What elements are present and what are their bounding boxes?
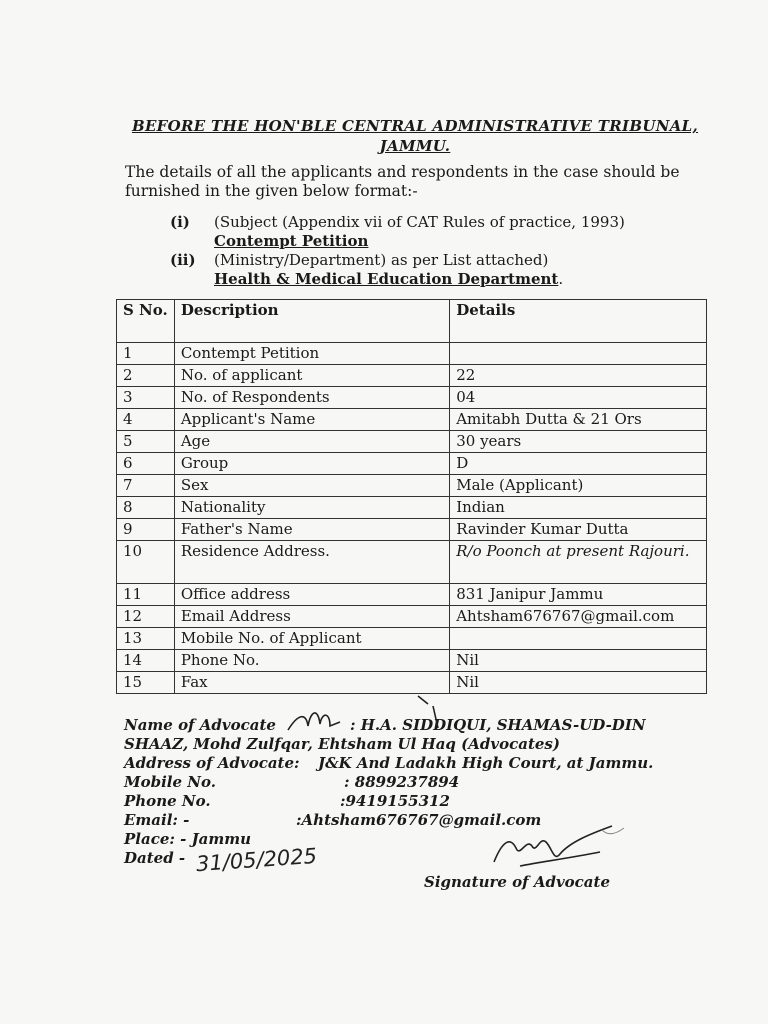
- advocate-place-label: Place: - Jammu: [124, 830, 252, 848]
- cell-description: Age: [174, 431, 449, 453]
- cell-sno: 11: [117, 584, 175, 606]
- subject-text: (Ministry/Department) as per List attached): [214, 251, 549, 269]
- cell-sno: 7: [117, 475, 175, 497]
- cell-sno: 15: [117, 672, 175, 694]
- cell-sno: 4: [117, 409, 175, 431]
- cell-details: [450, 628, 707, 650]
- cell-description: Group: [174, 453, 449, 475]
- advocate-email-label: Email: -: [124, 811, 190, 829]
- cell-description: Father's Name: [174, 519, 449, 541]
- cell-details: Nil: [450, 650, 707, 672]
- signature-label: Signature of Advocate: [424, 873, 610, 891]
- cell-details: Ahtsham676767@gmail.com: [450, 606, 707, 628]
- department-line: Health & Medical Education Department.: [214, 270, 564, 288]
- cell-details: Indian: [450, 497, 707, 519]
- advocate-dated-label: Dated -: [124, 849, 186, 867]
- cell-details: R/o Poonch at present Rajouri.: [450, 541, 707, 584]
- advocate-initials-signature: [278, 692, 458, 742]
- cell-description: Fax: [174, 672, 449, 694]
- department-value: Health & Medical Education Department: [214, 270, 559, 288]
- cell-description: Residence Address.: [174, 541, 449, 584]
- table-row: [117, 497, 707, 519]
- cell-details: Amitabh Dutta & 21 Ors: [450, 409, 707, 431]
- cell-details: 04: [450, 387, 707, 409]
- header-details: Details: [450, 300, 707, 343]
- cell-sno: 12: [117, 606, 175, 628]
- cell-details: 831 Janipur Jammu: [450, 584, 707, 606]
- advocate-address-label: Address of Advocate:: [124, 754, 300, 772]
- table-row: [117, 365, 707, 387]
- cell-description: Nationality: [174, 497, 449, 519]
- advocate-mobile-row: [124, 773, 714, 792]
- advocate-address-row: [124, 754, 714, 773]
- subject-text: (Subject (Appendix vii of CAT Rules of practice, 1993): [214, 213, 625, 231]
- cell-sno: 8: [117, 497, 175, 519]
- table-row: [117, 606, 707, 628]
- cell-description: No. of applicant: [174, 365, 449, 387]
- details-table: [116, 299, 707, 694]
- cell-sno: 2: [117, 365, 175, 387]
- document-title: BEFORE THE HON'BLE CENTRAL ADMINISTRATIVE TRIBUNAL, JAMMU.: [131, 117, 699, 155]
- advocate-mobile-value: : 8899237894: [344, 773, 460, 791]
- cell-sno: 13: [117, 628, 175, 650]
- table-row: [117, 672, 707, 694]
- cell-description: Phone No.: [174, 650, 449, 672]
- table-header-row: [117, 300, 707, 343]
- cell-description: Email Address: [174, 606, 449, 628]
- advocate-name-value: : H.A. SIDDIQUI, SHAMAS-UD-DIN: [350, 716, 646, 734]
- cell-sno: 5: [117, 431, 175, 453]
- advocate-phone-row: [124, 792, 714, 811]
- table-row: [117, 343, 707, 365]
- table-row: [117, 409, 707, 431]
- handwritten-date: 31/05/2025: [195, 843, 318, 877]
- cell-details: 30 years: [450, 431, 707, 453]
- advocate-email-value: :Ahtsham676767@gmail.com: [296, 811, 542, 829]
- cell-details: Nil: [450, 672, 707, 694]
- table-row: [117, 541, 707, 584]
- cell-sno: 10: [117, 541, 175, 584]
- table-row: [117, 453, 707, 475]
- cell-description: Contempt Petition: [174, 343, 449, 365]
- advocate-mobile-label: Mobile No.: [124, 773, 216, 791]
- table-row: [117, 431, 707, 453]
- cell-details: [450, 343, 707, 365]
- table-row: [117, 650, 707, 672]
- advocate-address-value: J&K And Ladakh High Court, at Jammu.: [318, 754, 654, 772]
- cell-sno: 14: [117, 650, 175, 672]
- header-sno: S No.: [117, 300, 175, 343]
- cell-description: Mobile No. of Applicant: [174, 628, 449, 650]
- cell-sno: 6: [117, 453, 175, 475]
- advocate-name-value-2: SHAAZ, Mohd Zulfqar, Ehtsham Ul Haq (Advocates): [124, 735, 560, 753]
- advocate-phone-value: :9419155312: [340, 792, 450, 810]
- cell-details: Male (Applicant): [450, 475, 707, 497]
- subject-number: (i): [170, 213, 190, 231]
- cell-sno: 3: [117, 387, 175, 409]
- table-row: [117, 475, 707, 497]
- cell-details: Ravinder Kumar Dutta: [450, 519, 707, 541]
- cell-details: 22: [450, 365, 707, 387]
- cell-sno: 9: [117, 519, 175, 541]
- cell-details: D: [450, 453, 707, 475]
- table-row: [117, 519, 707, 541]
- header-description: Description: [174, 300, 449, 343]
- cell-description: Sex: [174, 475, 449, 497]
- advocate-signature: [480, 818, 650, 878]
- cell-description: Office address: [174, 584, 449, 606]
- table-row: [117, 584, 707, 606]
- subject-value: Contempt Petition: [214, 232, 369, 250]
- advocate-phone-label: Phone No.: [124, 792, 211, 810]
- cell-sno: 1: [117, 343, 175, 365]
- advocate-name-label: Name of Advocate: [124, 716, 276, 734]
- cell-description: Applicant's Name: [174, 409, 449, 431]
- intro-paragraph: The details of all the applicants and respondents in the case should be furnished in the given below format:-: [125, 163, 680, 200]
- subject-number: (ii): [170, 251, 196, 269]
- cell-description: No. of Respondents: [174, 387, 449, 409]
- table-row: [117, 628, 707, 650]
- table-row: [117, 387, 707, 409]
